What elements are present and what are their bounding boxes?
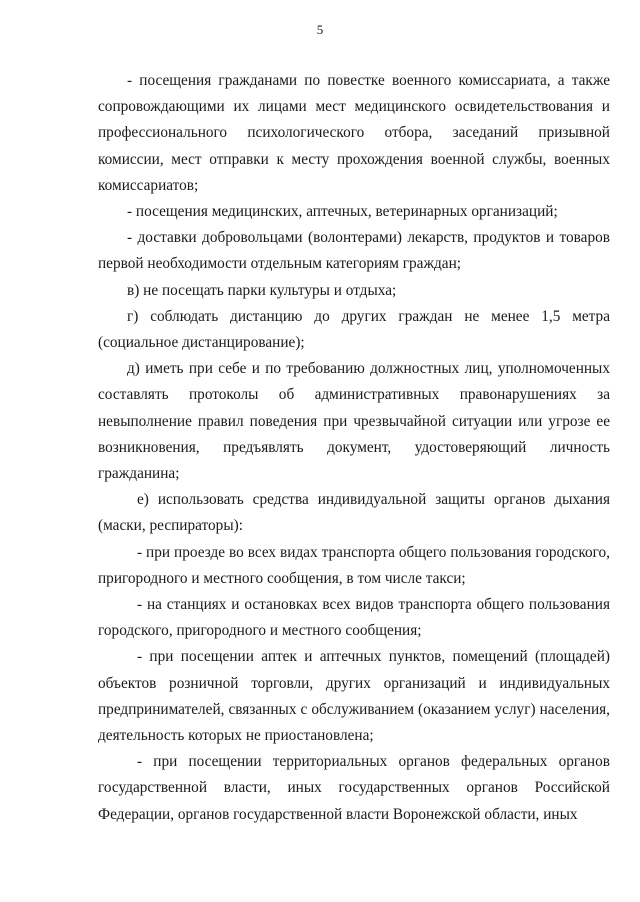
paragraph-item-e: е) использовать средства индивидуальной защиты органов дыхания (маски, респираторы):	[98, 491, 610, 535]
paragraph-item-d: д) иметь при себе и по требованию должностных лиц, уполномоченных составлять протоколы об административных правонарушениях за невыполнение правил поведения при чрезвычайной ситуации или угрозе ее возникновения, предъявлять документ, удостоверяющий личность гражданина;	[98, 360, 610, 483]
paragraph-item-g: г) соблюдать дистанцию до других граждан не менее 1,5 метра (социальное дистанцирование);	[98, 307, 610, 352]
paragraph-volunteer-delivery: - доставки добровольцами (волонтерами) лекарств, продуктов и товаров первой необходимости отдельным категориям граждан;	[98, 229, 610, 273]
page-number: 5	[316, 22, 324, 37]
paragraph-transport: - при проезде во всех видах транспорта общего пользования городского, пригородного и местного сообщения, в том числе такси;	[98, 543, 610, 587]
paragraph-item-v: в) не посещать парки культуры и отдыха;	[127, 281, 397, 299]
paragraph-pharmacies: - при посещении аптек и аптечных пунктов, помещений (площадей) объектов розничной торговли, других организаций и индивидуальных предпринимателей, связанных с обслуживанием (оказанием услуг) населения, деятельность которых не приостановлена;	[98, 648, 610, 745]
paragraph-medical-visits: - посещения медицинских, аптечных, ветеринарных организаций;	[127, 203, 558, 221]
paragraph-government-bodies: - при посещении территориальных органов федеральных органов государственной власти, иных государственных органов Российской Федерации, органов государственной власти Воронежской области, иных	[98, 753, 610, 823]
document-body	[98, 68, 610, 828]
paragraph-military-commissariat: - посещения гражданами по повестке военного комиссариата, а также сопровождающими их лицами мест медицинского освидетельствования и профессионального психологического отбора, заседаний призывной комиссии, мест отправки к месту прохождения военной службы, военных комиссариатов;	[98, 72, 610, 194]
paragraph-stations: - на станциях и остановках всех видов транспорта общего пользования городского, пригородного и местного сообщения;	[98, 596, 610, 640]
